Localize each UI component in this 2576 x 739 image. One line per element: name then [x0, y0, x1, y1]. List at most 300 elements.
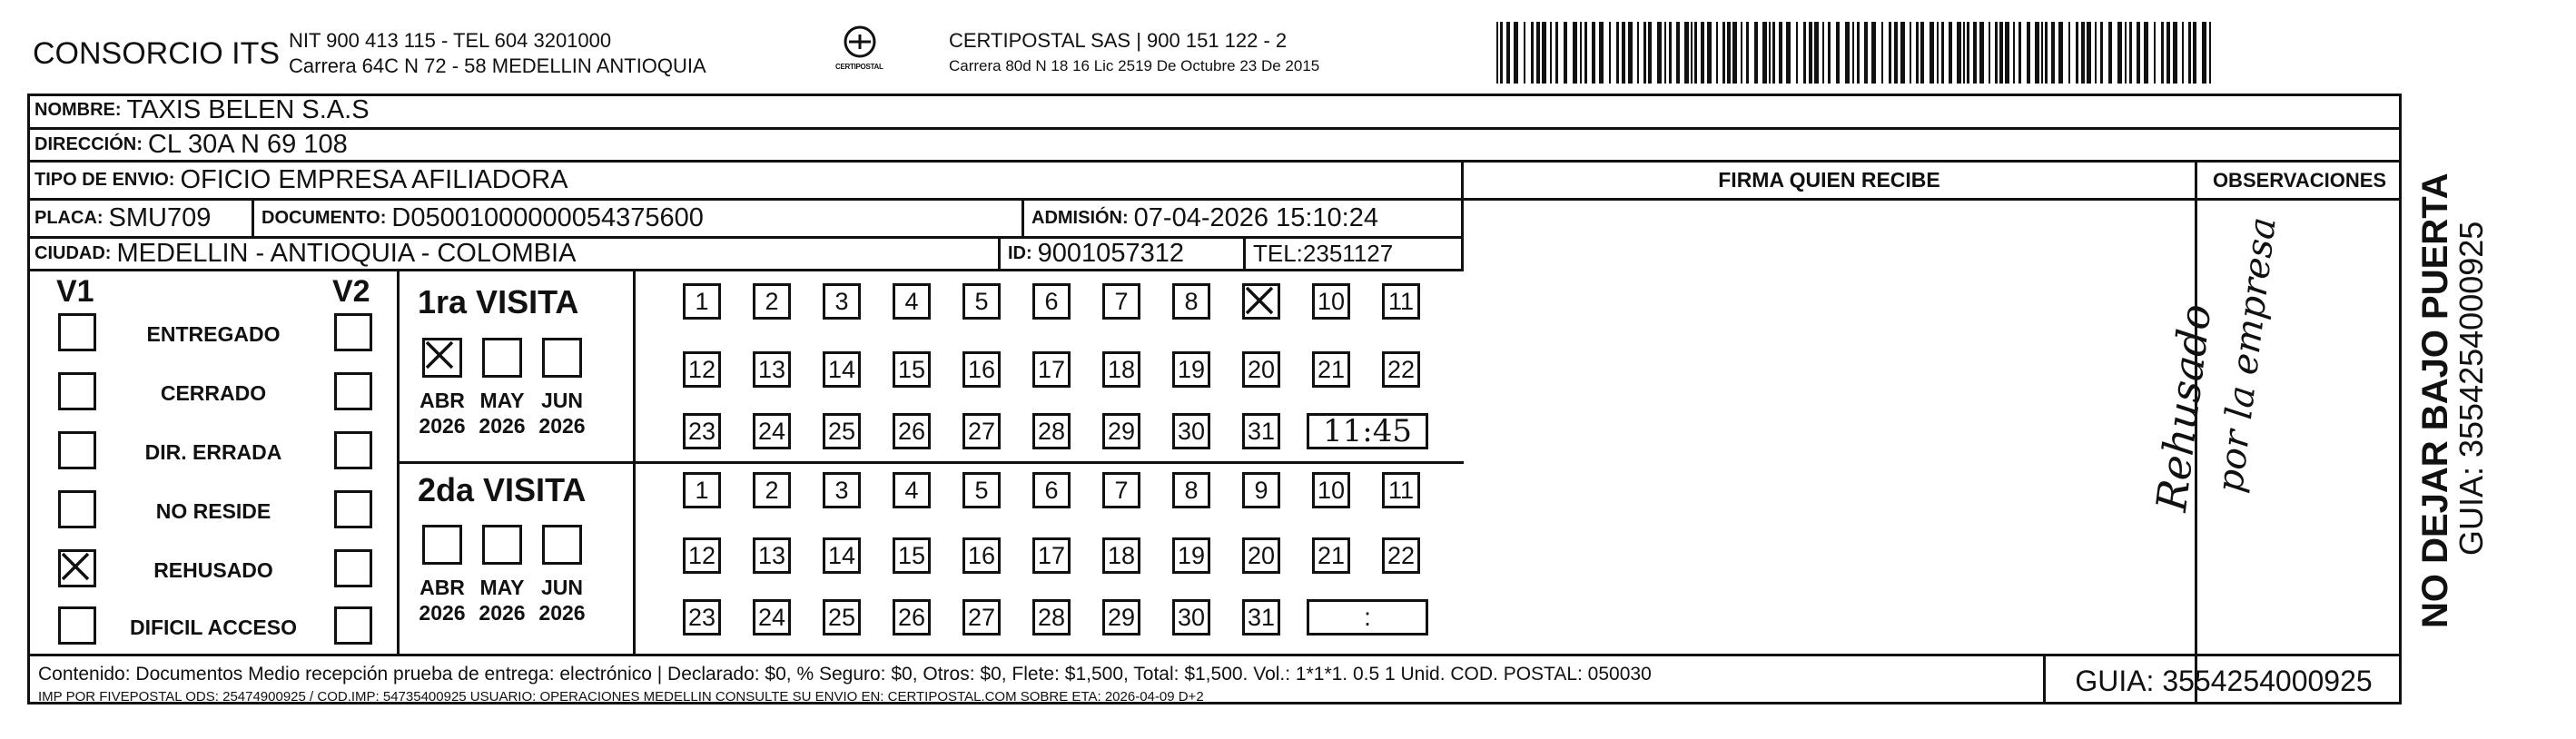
barcode-bar: [1949, 22, 1952, 84]
barcode-bar: [1496, 22, 1498, 84]
day-number: 6: [1044, 476, 1059, 504]
day-box[interactable]: [893, 413, 931, 449]
barcode-bar: [2108, 22, 2112, 84]
day-box[interactable]: [962, 283, 1001, 320]
barcode-bar: [2035, 22, 2039, 84]
admission-cell: [1024, 201, 1464, 239]
barcode-bar: [1995, 22, 1998, 84]
day-number: 11: [1387, 287, 1415, 315]
plate-cell: [27, 201, 254, 239]
v2-checkbox[interactable]: [334, 606, 372, 645]
barcode-bar: [2182, 22, 2184, 84]
day-box[interactable]: [823, 537, 861, 574]
month-year: 2026: [419, 600, 466, 625]
v1-checkbox[interactable]: [58, 490, 96, 528]
day-box[interactable]: [1312, 351, 1350, 388]
day-number: 8: [1184, 287, 1199, 315]
barcode-bar: [2058, 22, 2063, 84]
barcode-bar: [1584, 22, 1587, 84]
barcode-bar: [1707, 22, 1712, 84]
barcode-bar: [1999, 22, 2003, 84]
barcode-bar: [1701, 22, 1704, 84]
day-number: 19: [1177, 355, 1206, 383]
barcode-bar: [1889, 22, 1891, 84]
day-box[interactable]: [1102, 472, 1140, 508]
first-visit-title: 1ra VISITA: [418, 283, 579, 320]
day-number: 23: [687, 603, 716, 631]
barcode-bar: [1694, 22, 1697, 84]
month-year: 2026: [479, 413, 526, 438]
tel-cell: [1246, 239, 1464, 271]
x-mark-icon: [1242, 283, 1277, 318]
month-label: [531, 576, 593, 626]
barcode-bar: [1941, 22, 1944, 84]
v2-checkbox[interactable]: [334, 549, 372, 587]
barcode-bar: [2045, 22, 2048, 84]
day-number: 18: [1107, 355, 1136, 383]
day-number: 7: [1114, 476, 1129, 504]
day-box[interactable]: [1382, 351, 1420, 388]
day-number: 1: [695, 476, 709, 504]
document-label: DOCUMENTO:: [262, 208, 387, 228]
month-checkbox[interactable]: [542, 525, 582, 565]
month-label: [531, 389, 593, 438]
barcode-bar: [1746, 22, 1749, 84]
day-box[interactable]: [1032, 599, 1071, 636]
day-number: 19: [1177, 541, 1206, 569]
day-number: 3: [834, 476, 849, 504]
day-box[interactable]: [962, 472, 1001, 508]
day-box[interactable]: [893, 537, 931, 574]
day-number: 28: [1037, 417, 1066, 445]
day-box[interactable]: [753, 472, 791, 508]
day-box[interactable]: [683, 599, 721, 636]
day-number: 1: [695, 287, 709, 315]
day-box[interactable]: [1172, 537, 1210, 574]
tel-value: TEL:2351127: [1253, 240, 1394, 267]
barcode-bar: [1555, 22, 1558, 84]
month-name: MAY: [479, 576, 525, 599]
day-box[interactable]: [1172, 599, 1210, 636]
footer-contents: Contenido: Documentos Medio recepción prueba de entrega: electrónico | Declarado: $0, % Seguro: $0, Otros: $0, Flete: $1,500, Total: $1,500. Vol.: 1*1*1. 0.5 1 Unid. COD. POSTAL: 050030: [38, 664, 1652, 685]
day-number: 7: [1114, 287, 1129, 315]
day-box[interactable]: [1102, 599, 1140, 636]
address-label: DIRECCIÓN:: [35, 134, 143, 154]
day-number: 22: [1387, 355, 1416, 383]
v1-checkbox[interactable]: [58, 372, 96, 410]
day-number: 8: [1184, 476, 1199, 504]
city-value: MEDELLIN - ANTIOQUIA - COLOMBIA: [116, 239, 577, 268]
day-box[interactable]: [1102, 283, 1140, 320]
day-number: 17: [1037, 355, 1066, 383]
day-box[interactable]: [1242, 351, 1280, 388]
day-box[interactable]: [823, 472, 861, 508]
day-box[interactable]: [823, 351, 861, 388]
barcode-bar: [1669, 22, 1672, 84]
id-cell: [1001, 239, 1246, 271]
barcode-bar: [1664, 22, 1666, 84]
barcode-bar: [1786, 22, 1791, 84]
barcode-bar: [1741, 22, 1742, 84]
day-number: 30: [1177, 417, 1206, 445]
barcode-bar: [1836, 22, 1840, 84]
barcode-bar: [2018, 22, 2021, 84]
barcode-bar: [1727, 22, 1731, 84]
barcode-bar: [1643, 22, 1646, 84]
barcode-bar: [1599, 22, 1604, 84]
status-label: NO RESIDE: [155, 499, 271, 523]
day-box[interactable]: [1102, 537, 1140, 574]
month-name: JUN: [540, 576, 583, 599]
day-number: 29: [1107, 603, 1136, 631]
barcode-bar: [1803, 22, 1806, 84]
day-box[interactable]: [1102, 413, 1140, 449]
barcode-bar: [2209, 22, 2211, 84]
barcode-bar: [1871, 22, 1876, 84]
month-checkbox[interactable]: [422, 525, 462, 565]
day-box[interactable]: [1032, 283, 1071, 320]
v1-checkbox[interactable]: [58, 549, 96, 587]
barcode-bar: [1550, 22, 1552, 84]
day-box[interactable]: [683, 283, 721, 320]
barcode-bar: [1894, 22, 1898, 84]
day-box[interactable]: [683, 413, 721, 449]
barcode-bar: [1580, 22, 1582, 84]
day-box[interactable]: [962, 351, 1001, 388]
day-box[interactable]: [683, 472, 721, 508]
barcode-bar: [1622, 22, 1625, 84]
day-number: 3: [834, 287, 849, 315]
day-number: 13: [757, 355, 786, 383]
barcode-bar: [1564, 22, 1567, 84]
month-checkbox[interactable]: [482, 525, 522, 565]
barcode-bar: [1716, 22, 1718, 84]
day-number: 16: [967, 355, 996, 383]
barcode-bar: [2129, 22, 2132, 84]
barcode-bar: [1963, 22, 1965, 84]
day-box[interactable]: [1382, 283, 1420, 320]
month-label: [411, 389, 473, 438]
day-box[interactable]: [962, 537, 1001, 574]
barcode-bar: [2166, 22, 2170, 84]
day-box[interactable]: [893, 351, 931, 388]
day-number: 5: [974, 287, 989, 315]
plate-label: PLACA:: [35, 208, 104, 228]
second-visit-title: 2da VISITA: [418, 471, 587, 508]
barcode-bar: [1628, 22, 1633, 84]
day-number: 24: [757, 603, 786, 631]
day-box[interactable]: [1032, 537, 1071, 574]
day-number: 10: [1317, 476, 1346, 504]
barcode-bar: [2087, 22, 2091, 84]
barcode-bar: [1754, 22, 1758, 84]
name-label: NOMBRE:: [35, 100, 122, 120]
day-box[interactable]: [962, 599, 1001, 636]
barcode-bar: [2005, 22, 2009, 84]
barcode-bar: [2081, 22, 2085, 84]
observation-handwriting-1: Rehusado: [2147, 301, 2221, 515]
barcode-bar: [1881, 22, 1883, 84]
barcode-bar: [1506, 22, 1510, 84]
day-box[interactable]: [1102, 351, 1140, 388]
barcode-bar: [2161, 22, 2164, 84]
day-number: 5: [974, 476, 989, 504]
day-box[interactable]: [1032, 413, 1071, 449]
month-checkbox[interactable]: [542, 338, 582, 378]
month-label: [411, 576, 473, 626]
carrier-logo-text: CERTIPOSTAL: [835, 63, 883, 71]
admission-label: ADMISIÓN:: [1031, 208, 1129, 228]
shipment-type: OFICIO EMPRESA AFILIADORA: [180, 165, 568, 194]
day-number: 21: [1317, 355, 1346, 383]
month-label: [471, 389, 533, 438]
admission-value: 07-04-2026 15:10:24: [1133, 203, 1378, 232]
barcode-bar: [1684, 22, 1689, 84]
barcode-bar: [2144, 22, 2148, 84]
time-box[interactable]: :: [1307, 599, 1428, 636]
sender-name: CONSORCIO ITS: [33, 36, 281, 71]
day-number: 18: [1107, 541, 1136, 569]
barcode: [1496, 22, 2223, 85]
day-number: 4: [904, 476, 919, 504]
day-number: 20: [1247, 355, 1276, 383]
v1-checkbox[interactable]: [58, 431, 96, 469]
document-value: D05001000000054375600: [391, 203, 704, 232]
day-number: 27: [967, 417, 996, 445]
barcode-bar: [1732, 22, 1737, 84]
barcode-bar: [1822, 22, 1824, 84]
day-number: 23: [687, 417, 716, 445]
day-number: 4: [904, 287, 919, 315]
barcode-bar: [1989, 22, 1990, 84]
day-box[interactable]: [823, 413, 861, 449]
barcode-bar: [1772, 22, 1775, 84]
day-number: 15: [897, 541, 926, 569]
day-number: 29: [1107, 417, 1136, 445]
day-number: 17: [1037, 541, 1066, 569]
month-checkbox[interactable]: [482, 338, 522, 378]
barcode-bar: [1648, 22, 1652, 84]
month-year: 2026: [419, 413, 466, 438]
barcode-bar: [1967, 22, 1969, 84]
day-number: 24: [757, 417, 786, 445]
barcode-bar: [2202, 22, 2206, 84]
day-number: 21: [1317, 541, 1346, 569]
day-box[interactable]: [823, 283, 861, 320]
day-number: 12: [687, 355, 716, 383]
day-box[interactable]: [753, 537, 791, 574]
barcode-bar: [2137, 22, 2140, 84]
day-number: 31: [1247, 417, 1276, 445]
day-box[interactable]: [753, 283, 791, 320]
day-box[interactable]: [683, 351, 721, 388]
v2-checkbox[interactable]: [334, 313, 372, 351]
day-number: 2: [765, 287, 779, 315]
day-box[interactable]: [1242, 283, 1280, 320]
barcode-bar: [1542, 22, 1546, 84]
month-name: ABR: [419, 389, 465, 412]
signature-area: [1464, 163, 2197, 705]
barcode-bar: [2013, 22, 2015, 84]
day-box[interactable]: [893, 283, 931, 320]
type-row: [27, 163, 1464, 201]
day-number: 25: [827, 417, 856, 445]
day-box[interactable]: [1032, 351, 1071, 388]
day-box[interactable]: [1172, 413, 1210, 449]
barcode-bar: [1900, 22, 1905, 84]
plate-value: SMU709: [108, 203, 212, 232]
day-box[interactable]: [1242, 472, 1280, 508]
v2-checkbox[interactable]: [334, 372, 372, 410]
footer-guide: GUIA: 3554254000925: [2043, 654, 2402, 705]
day-box[interactable]: [1242, 537, 1280, 574]
barcode-bar: [1691, 22, 1693, 84]
day-number: 15: [897, 355, 926, 383]
barcode-bar: [2173, 22, 2177, 84]
barcode-bar: [1910, 22, 1911, 84]
barcode-bar: [1957, 22, 1961, 84]
barcode-bar: [1609, 22, 1611, 84]
barcode-bar: [1500, 22, 1503, 84]
v2-label: V2: [332, 274, 370, 309]
x-mark-icon: [422, 338, 457, 372]
barcode-bar: [1796, 22, 1798, 84]
barcode-bar: [2068, 22, 2070, 84]
v2-checkbox[interactable]: [334, 431, 372, 469]
barcode-bar: [1852, 22, 1854, 84]
day-box[interactable]: [893, 472, 931, 508]
month-name: JUN: [540, 389, 583, 412]
status-label: DIFICIL ACCESO: [129, 616, 297, 639]
day-box[interactable]: [753, 351, 791, 388]
day-number: 27: [967, 603, 996, 631]
name-row: [27, 94, 2402, 130]
barcode-bar: [1769, 22, 1771, 84]
v1-label: V1: [56, 274, 94, 309]
barcode-bar: [1657, 22, 1662, 84]
barcode-bar: [2188, 22, 2191, 84]
month-year: 2026: [538, 600, 586, 625]
day-number: 6: [1044, 287, 1059, 315]
barcode-bar: [1531, 22, 1534, 84]
day-number: 25: [827, 603, 856, 631]
day-box[interactable]: [1312, 472, 1350, 508]
barcode-bar: [1828, 22, 1831, 84]
barcode-bar: [1916, 22, 1919, 84]
day-box[interactable]: [1312, 537, 1350, 574]
v2-checkbox[interactable]: [334, 490, 372, 528]
day-box[interactable]: [823, 599, 861, 636]
status-label: REHUSADO: [153, 558, 273, 582]
sender-nit: NIT 900 413 115 - TEL 604 3201000: [289, 29, 612, 52]
day-box[interactable]: [753, 413, 791, 449]
day-number: 13: [757, 541, 786, 569]
barcode-bar: [1637, 22, 1639, 84]
barcode-bar: [1616, 22, 1619, 84]
v1-checkbox[interactable]: [58, 606, 96, 645]
id-value: 9001057312: [1037, 239, 1184, 268]
day-number: 2: [765, 476, 779, 504]
barcode-bar: [1592, 22, 1595, 84]
day-box[interactable]: [1242, 599, 1280, 636]
day-box[interactable]: [1172, 283, 1210, 320]
barcode-bar: [1573, 22, 1577, 84]
month-name: ABR: [419, 576, 465, 599]
barcode-bar: [1973, 22, 1977, 84]
day-box[interactable]: [1312, 283, 1350, 320]
footer-imp-line: IMP POR FIVEPOSTAL ODS: 25474900925 / COD.IMP: 54735400925 USUARIO: OPERACIONES MEDELLIN CONSULTE SU ENVIO EN: CERTIPOSTAL.COM SOBRE ETA: 2026-04-09 D+2: [38, 689, 1204, 705]
sender-address: Carrera 64C N 72 - 58 MEDELLIN ANTIOQUIA: [289, 54, 706, 77]
barcode-bar: [1920, 22, 1924, 84]
barcode-bar: [2076, 22, 2078, 84]
time-box[interactable]: 11:45: [1307, 413, 1428, 449]
barcode-bar: [1779, 22, 1782, 84]
day-box[interactable]: [1172, 472, 1210, 508]
status-label: DIR. ERRADA: [144, 440, 282, 464]
day-box[interactable]: [962, 413, 1001, 449]
day-number: 12: [687, 541, 716, 569]
v1-checkbox[interactable]: [58, 313, 96, 351]
carrier-name: CERTIPOSTAL SAS | 900 151 122 - 2: [949, 29, 1288, 52]
id-label: ID:: [1008, 243, 1032, 263]
day-number: 14: [827, 355, 856, 383]
day-number: 14: [827, 541, 856, 569]
status-label: ENTREGADO: [146, 322, 281, 346]
day-box[interactable]: [1382, 537, 1420, 574]
barcode-bar: [1979, 22, 1984, 84]
day-number: 30: [1177, 603, 1206, 631]
barcode-bar: [2100, 22, 2103, 84]
day-number: 28: [1037, 603, 1066, 631]
type-label: TIPO DE ENVIO:: [35, 170, 175, 190]
day-number: 26: [897, 603, 926, 631]
barcode-bar: [2095, 22, 2097, 84]
day-number: 20: [1247, 541, 1276, 569]
recipient-name: TAXIS BELEN S.A.S: [126, 95, 370, 124]
barcode-bar: [2051, 22, 2055, 84]
day-number: 11: [1387, 476, 1415, 504]
day-box[interactable]: [753, 599, 791, 636]
day-box[interactable]: [1032, 472, 1071, 508]
day-box[interactable]: [1382, 472, 1420, 508]
day-box[interactable]: [683, 537, 721, 574]
day-number: 22: [1387, 541, 1416, 569]
barcode-bar: [2154, 22, 2156, 84]
carrier-logo: [834, 24, 886, 82]
barcode-bar: [2041, 22, 2043, 84]
observations-header: OBSERVACIONES: [2197, 163, 2402, 201]
observation-handwriting-2: por la empresa: [2209, 214, 2285, 496]
day-number: 9: [1254, 476, 1268, 504]
day-number: 26: [897, 417, 926, 445]
barcode-bar: [2125, 22, 2127, 84]
barcode-bar: [1845, 22, 1850, 84]
address-row: [27, 130, 2402, 163]
barcode-bar: [1809, 22, 1812, 84]
month-name: MAY: [479, 389, 525, 412]
barcode-bar: [2027, 22, 2030, 84]
month-checkbox[interactable]: [422, 338, 462, 378]
x-mark-icon: [58, 549, 93, 584]
day-box[interactable]: [893, 599, 931, 636]
barcode-bar: [1857, 22, 1860, 84]
status-label: CERRADO: [160, 381, 267, 405]
day-number: 31: [1247, 603, 1276, 631]
day-box[interactable]: [1242, 413, 1280, 449]
barcode-bar: [1722, 22, 1725, 84]
recipient-address: CL 30A N 69 108: [147, 130, 348, 159]
day-box[interactable]: [1172, 351, 1210, 388]
